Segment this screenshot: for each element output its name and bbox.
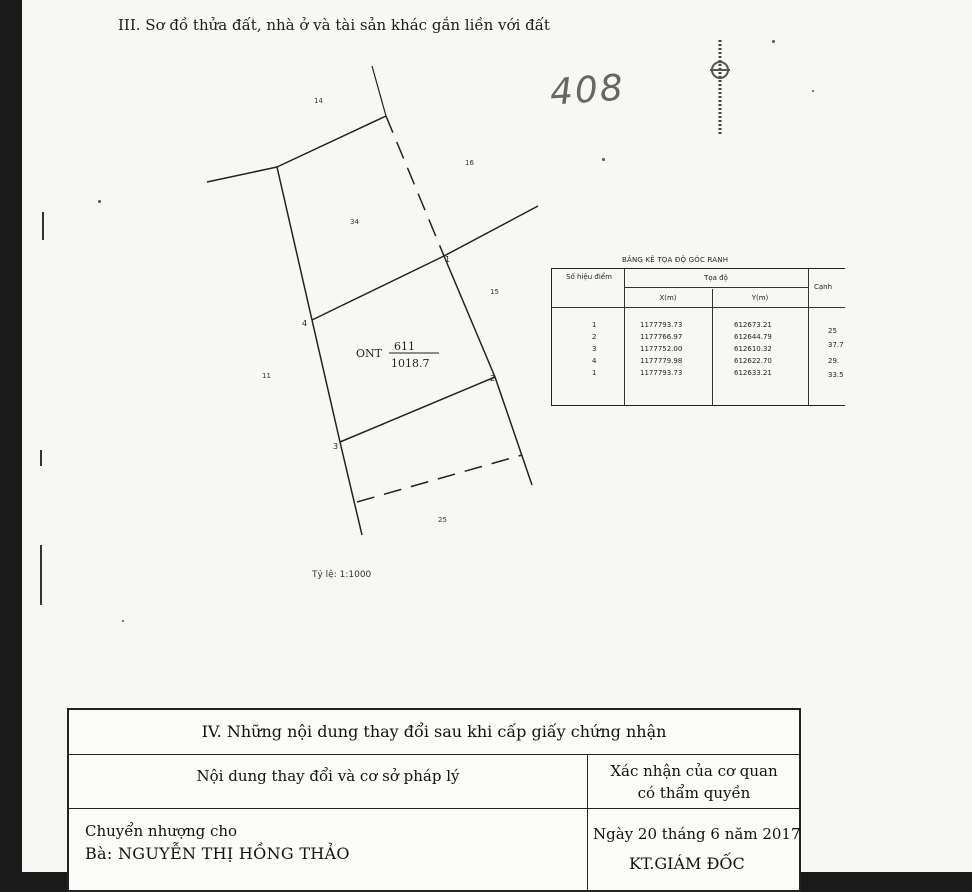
- speck: [812, 90, 814, 92]
- row-divider: [69, 754, 799, 755]
- point-label: 2: [490, 374, 496, 383]
- column-header-confirmation: [589, 760, 799, 804]
- boundary-line: [277, 167, 312, 320]
- length-cell: 29.: [828, 357, 840, 365]
- row-divider: [552, 307, 845, 308]
- section-iii-title: III. Sơ đồ thửa đất, nhà ở và tài sản khác gắn liền với đất: [118, 16, 550, 34]
- margin-mark: [40, 545, 42, 605]
- x-cell: 1177766.97: [640, 333, 683, 341]
- boundary-line: [444, 206, 538, 256]
- boundary-line: [495, 377, 532, 485]
- boundary-line: [207, 167, 277, 182]
- row-divider: [624, 287, 808, 288]
- speck: [772, 40, 775, 43]
- signer-title: KT.GIÁM ĐỐC: [629, 854, 745, 873]
- neighbor-label: 25: [438, 516, 447, 524]
- speck: [98, 200, 101, 203]
- section-iv-title: IV. Những nội dung thay đổi sau khi cấp giấy chứng nhận: [201, 722, 667, 741]
- x-cell: 1177793.73: [640, 321, 683, 329]
- y-cell: 612622.70: [734, 357, 772, 365]
- x-cell: 1177752.00: [640, 345, 683, 353]
- boundary-line: [357, 455, 522, 502]
- speck: [602, 158, 605, 161]
- boundary-line: [340, 442, 362, 535]
- header-y: Y(m): [751, 294, 769, 302]
- parcel-edge: [312, 320, 340, 442]
- confirmation-date: Ngày 20 tháng 6 năm 2017: [593, 825, 801, 843]
- x-cell: 1177793.73: [640, 369, 683, 377]
- y-cell: 612644.79: [734, 333, 772, 341]
- speck: [122, 620, 124, 622]
- point-label: 4: [302, 319, 308, 328]
- neighbor-label: 11: [262, 372, 271, 380]
- header-point: Số hiệu điểm: [566, 273, 612, 281]
- point-cell: 1: [592, 321, 597, 329]
- column-divider: [808, 269, 809, 405]
- point-cell: 4: [592, 357, 597, 365]
- y-cell: 612673.21: [734, 321, 772, 329]
- confirmation-line1: Xác nhận của cơ quan: [610, 762, 778, 780]
- transfer-label: Chuyển nhượng cho: [85, 822, 238, 840]
- stamp-mark-icon: [702, 30, 742, 140]
- length-cell: 25: [828, 327, 837, 335]
- parcel-area: 1018.7: [391, 357, 430, 370]
- handwritten-number: 408: [548, 67, 627, 114]
- x-cell: 1177779.98: [640, 357, 683, 365]
- point-cell: 3: [592, 345, 597, 353]
- point-label: 1: [445, 255, 451, 264]
- y-cell: 612633.21: [734, 369, 772, 377]
- point-cell: 2: [592, 333, 597, 341]
- parcel-number: 611: [394, 340, 415, 353]
- transferee-name: Bà: NGUYỄN THỊ HỒNG THẢO: [85, 844, 350, 863]
- parcel-edge: [340, 377, 495, 442]
- boundary-line: [277, 116, 386, 167]
- parcel-map: [22, 0, 552, 600]
- parcel-edge: [444, 256, 495, 377]
- point-cell: 1: [592, 369, 597, 377]
- header-x: X(m): [659, 294, 677, 302]
- header-length: Cạnh: [814, 283, 833, 291]
- margin-mark: [42, 212, 44, 240]
- land-code: ONT: [356, 347, 382, 360]
- row-divider: [69, 808, 799, 809]
- parcel-edge: [312, 256, 444, 320]
- confirmation-line2: có thẩm quyền: [637, 784, 751, 802]
- boundary-line: [372, 66, 386, 116]
- neighbor-label: 15: [490, 288, 499, 296]
- column-divider: [587, 754, 588, 890]
- neighbor-label: 34: [350, 218, 359, 226]
- length-cell: 37.7: [828, 341, 844, 349]
- neighbor-label: 14: [314, 97, 323, 105]
- neighbor-label: 16: [465, 159, 474, 167]
- boundary-line: [386, 116, 444, 256]
- point-label: 3: [333, 442, 339, 451]
- section-iv-table: [67, 708, 801, 892]
- column-divider: [624, 269, 625, 405]
- scale-text: Tỷ lệ: 1:1000: [312, 570, 372, 580]
- coordinate-table: [551, 268, 845, 406]
- length-cell: 33.5: [828, 371, 844, 379]
- document-page: [22, 0, 972, 872]
- y-cell: 612610.32: [734, 345, 772, 353]
- header-coords: Tọa độ: [704, 274, 728, 282]
- margin-mark: [40, 450, 42, 466]
- column-header-changes: Nội dung thay đổi và cơ sở pháp lý: [196, 767, 460, 785]
- coordinate-table-title: BẢNG KÊ TỌA ĐỘ GÓC RANH: [622, 256, 729, 264]
